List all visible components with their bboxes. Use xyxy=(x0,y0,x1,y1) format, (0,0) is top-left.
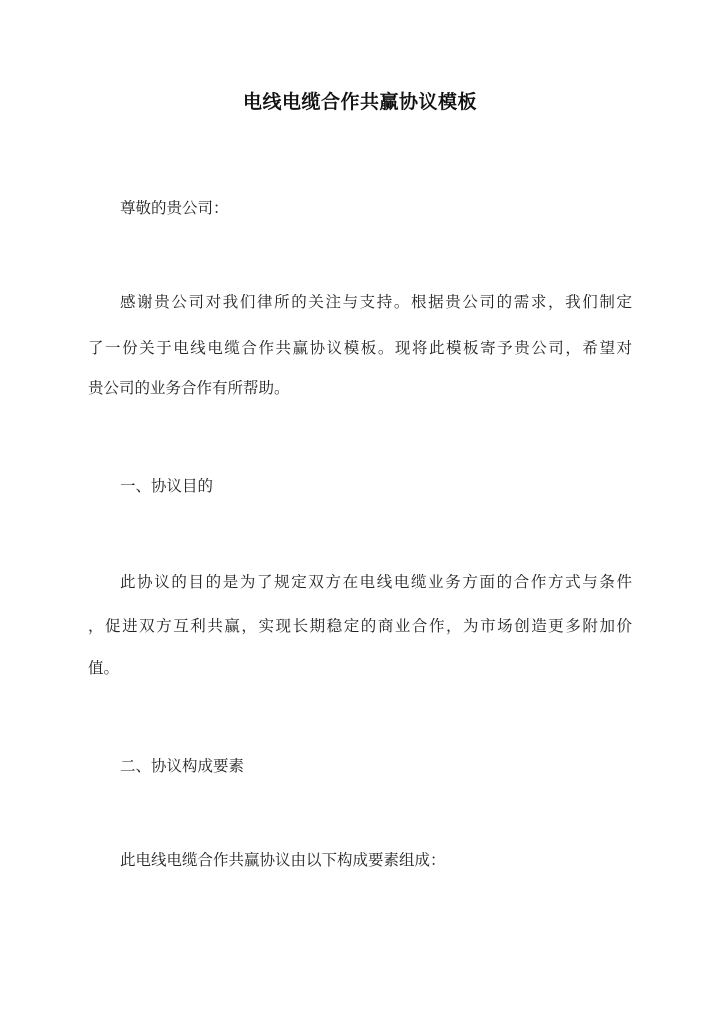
intro-line-1: 感谢贵公司对我们律所的关注与支持。根据贵公司的需求，我们制定 xyxy=(120,293,632,311)
intro-line-2: 了一份关于电线电缆合作共赢协议模板。现将此模板寄予贵公司，希望对 xyxy=(88,339,632,357)
elements-line-1: 此电线电缆合作共赢协议由以下构成要素组成： xyxy=(120,851,446,869)
document-title: 电线电缆合作共赢协议模板 xyxy=(242,91,477,113)
intro-line-3: 贵公司的业务合作有所帮助。 xyxy=(88,379,290,397)
section-heading-purpose: 一、协议目的 xyxy=(120,477,214,495)
section-heading-elements: 二、协议构成要素 xyxy=(120,757,245,775)
salutation: 尊敬的贵公司： xyxy=(120,199,229,217)
purpose-line-1: 此协议的目的是为了规定双方在电线电缆业务方面的合作方式与条件 xyxy=(120,573,632,591)
purpose-line-2: ，促进双方互利共赢，实现长期稳定的商业合作，为市场创造更多附加价 xyxy=(88,617,632,635)
purpose-line-3: 值。 xyxy=(88,659,120,677)
